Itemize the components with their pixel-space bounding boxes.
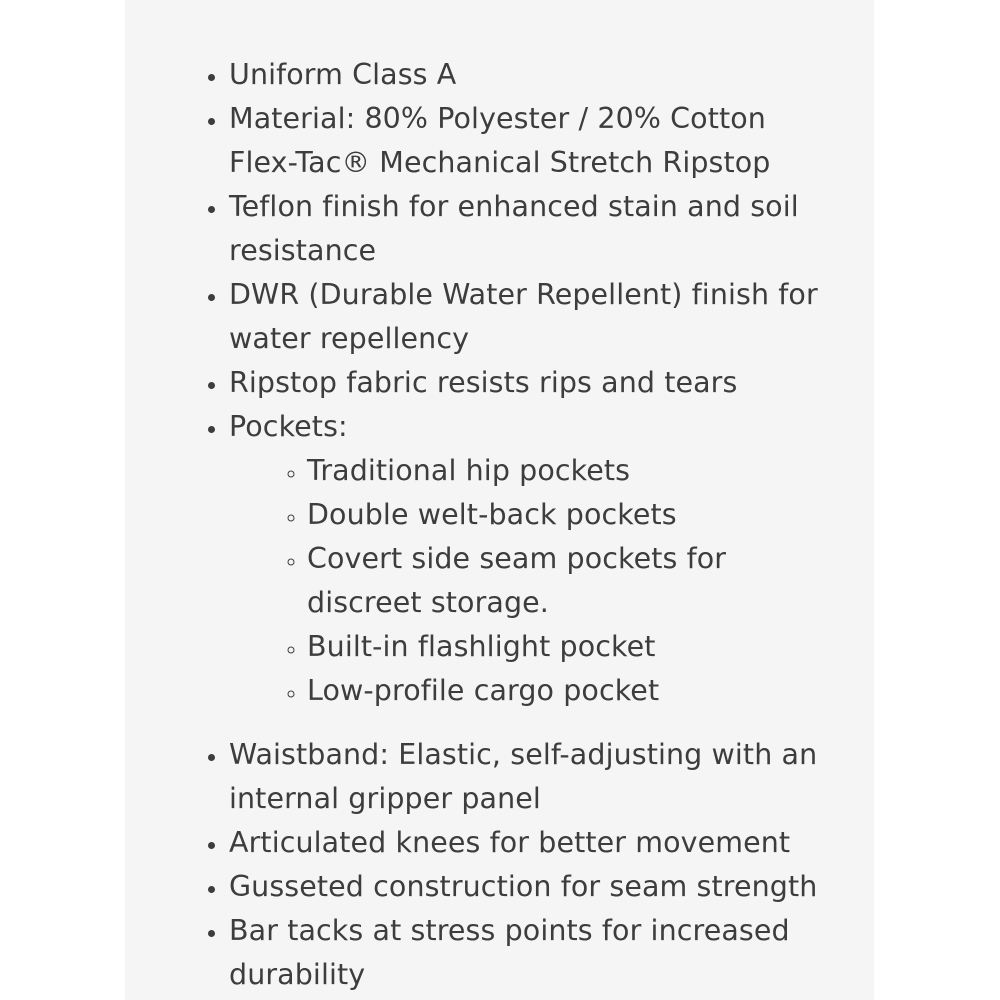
list-item: • Bar tacks at stress points for increased durability [229, 909, 844, 997]
list-item-pockets [229, 405, 844, 713]
pockets-label: Pockets: [229, 410, 348, 443]
list-item: • Articulated knees for better movement [229, 821, 844, 865]
list-item: • Ripstop fabric resists rips and tears [229, 361, 844, 405]
feature-list [125, 53, 844, 997]
content-panel [125, 0, 874, 1000]
pockets-sublist [229, 449, 842, 713]
list-item: • Material: 80% Polyester / 20% Cotton Flex-Tac® Mechanical Stretch Ripstop [229, 97, 844, 185]
sublist-item: ◦ Covert side seam pockets for discreet storage. [307, 537, 842, 625]
list-item: • Uniform Class A [229, 53, 844, 97]
sublist-item: ◦ Double welt-back pockets [307, 493, 842, 537]
list-item: • DWR (Durable Water Repellent) finish for water repellency [229, 273, 844, 361]
sublist-item: ◦ Built-in flashlight pocket [307, 625, 842, 669]
sublist-item: ◦ Low-profile cargo pocket [307, 669, 842, 713]
product-spec-list [125, 53, 874, 997]
list-item: • Waistband: Elastic, self-adjusting with an internal gripper panel [229, 733, 844, 821]
list-item: • Teflon finish for enhanced stain and soil resistance [229, 185, 844, 273]
list-item: • Gusseted construction for seam strength [229, 865, 844, 909]
sublist-item: ◦ Traditional hip pockets [307, 449, 842, 493]
